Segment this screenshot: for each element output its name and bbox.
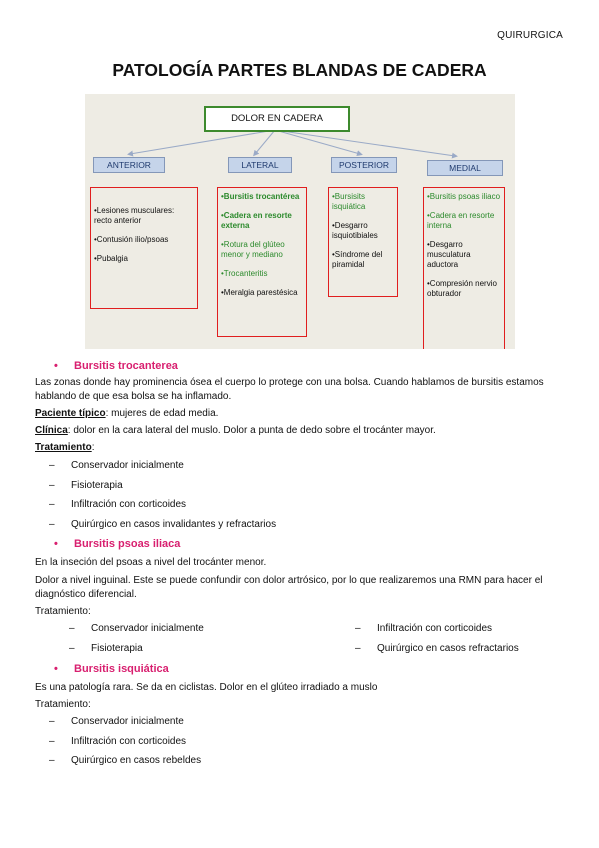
paragraph: Paciente típico: mujeres de edad media.: [35, 408, 219, 419]
paragraph: Clínica: dolor en la cara lateral del muslo. Dolor a punta de dedo sobre el trocánter mayor.: [35, 425, 436, 436]
posterior-item: •Síndrome del piramidal: [332, 250, 383, 269]
list-item: – Quirúrgico en casos invalidantes y refractarios: [49, 518, 277, 530]
list-item: – Infiltración con corticoides: [49, 499, 187, 510]
section-heading: • Bursitis psoas iliaca: [35, 534, 565, 554]
category-anterior: ANTERIOR: [93, 157, 165, 173]
lateral-item: •Meralgia parestésica: [221, 288, 298, 297]
connector-anterior: [130, 130, 275, 154]
list-item: – Conservador inicialmente: [69, 623, 204, 634]
connector-lateral: [255, 130, 275, 154]
section-heading: • Bursitis trocanterea: [35, 356, 565, 376]
posterior-item: •Bursisits isquiática: [332, 192, 366, 211]
category-lateral: LATERAL: [228, 157, 292, 173]
treatment-list: [35, 712, 565, 771]
list-item: – Conservador inicialmente: [49, 716, 184, 727]
bullet-icon: •: [54, 663, 58, 675]
treatment-list: [35, 456, 565, 534]
section-heading: • Bursitis isquiática: [35, 659, 565, 679]
paragraph: Tratamiento:: [35, 699, 91, 710]
medial-item: •Bursitis psoas iliaco: [427, 192, 501, 201]
list-item: – Conservador inicialmente: [49, 460, 184, 471]
medial-item: •Desgarro musculatura aductora: [427, 240, 471, 269]
anterior-item: •Lesiones musculares: recto anterior: [94, 206, 175, 225]
medial-list: [423, 187, 505, 349]
paragraph: En la inseción del psoas a nivel del trocánter menor.: [35, 557, 267, 568]
paragraph: Tratamiento:: [35, 606, 91, 617]
paragraph: Tratamiento:: [35, 442, 95, 453]
document-body: [35, 356, 565, 771]
connector-posterior: [275, 130, 360, 154]
category-posterior: POSTERIOR: [331, 157, 397, 173]
header-tag: QUIRURGICA: [497, 30, 563, 41]
lateral-list: [217, 187, 307, 337]
hip-pain-diagram: [85, 94, 515, 349]
page-title: PATOLOGÍA PARTES BLANDAS DE CADERA: [112, 60, 487, 80]
anterior-item: •Pubalgia: [94, 254, 128, 263]
medial-item: •Compresión nervio obturador: [427, 279, 497, 298]
treatment-columns: [35, 619, 565, 659]
list-item: – Infiltración con corticoides: [49, 735, 187, 747]
connector-medial: [275, 130, 455, 156]
list-item: – Fisioterapia: [69, 642, 143, 654]
diagram-root: DOLOR EN CADERA: [204, 106, 350, 132]
list-item: – Fisioterapia: [49, 479, 123, 491]
bullet-icon: •: [54, 360, 58, 372]
paragraph: Es una patología rara. Se da en ciclistas. Dolor en el glúteo irradiado a muslo: [35, 682, 378, 693]
anterior-item: •Contusión ilio/psoas: [94, 235, 169, 244]
lateral-item: •Rotura del glúteo menor y mediano: [221, 240, 285, 259]
posterior-item: •Desgarro isquiotibiales: [332, 221, 378, 240]
posterior-list: [328, 187, 398, 297]
list-item: – Quirúrgico en casos rebeldes: [49, 755, 202, 766]
medial-item: •Cadera en resorte interna: [427, 211, 495, 230]
lateral-item: •Trocanteritis: [221, 269, 268, 278]
category-medial: MEDIAL: [427, 160, 503, 176]
anterior-list: [90, 187, 198, 309]
paragraph: Dolor a nivel inguinal. Este se puede confundir con dolor artrósico, por lo que realizaremos una RMN para hacer el diagnóstico diferencial.: [35, 575, 543, 600]
list-item: – Quirúrgico en casos refractarios: [355, 642, 519, 654]
paragraph: Las zonas donde hay prominencia ósea el cuerpo lo protege con una bolsa. Cuando hablamos de bursitis estamos hablando de que esa bolsa se ha inflamado.: [35, 377, 544, 402]
bullet-icon: •: [54, 538, 58, 550]
lateral-item: •Cadera en resorte externa: [221, 211, 292, 230]
list-item: – Infiltración con corticoides: [355, 623, 493, 634]
lateral-item: •Bursitis trocantérea: [221, 192, 300, 201]
